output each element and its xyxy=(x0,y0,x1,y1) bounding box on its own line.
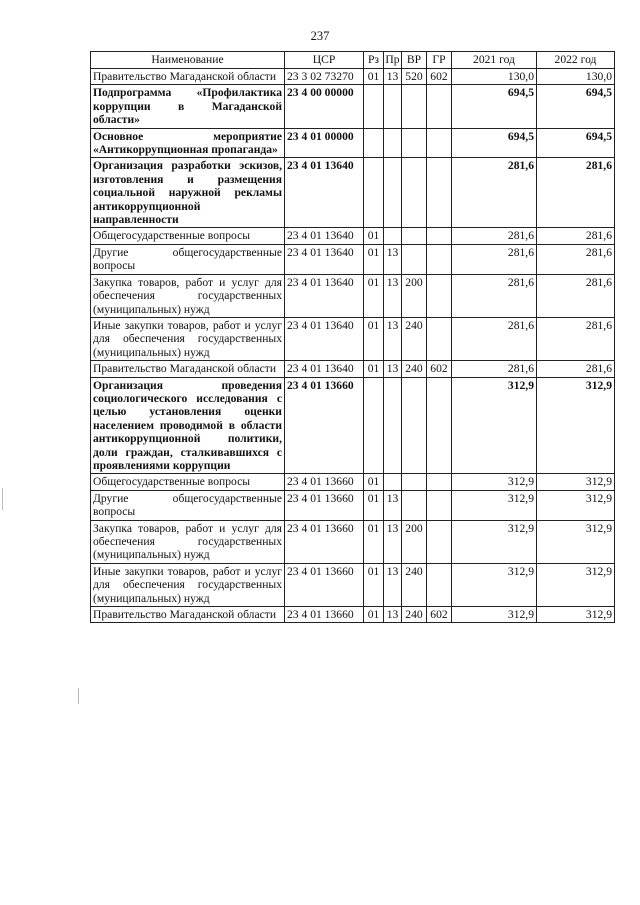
cell-name: Правительство Магаданской области xyxy=(91,607,285,623)
cell-name: Другие общегосударственные вопросы xyxy=(91,244,285,274)
header-pr: Пр xyxy=(384,52,402,69)
cell-name: Основное мероприятие «Антикоррупционная пропаганда» xyxy=(91,128,285,158)
cell-gr xyxy=(427,520,452,563)
cell-pr xyxy=(384,158,402,228)
cell-name: Организация проведения социологического исследования с целью установления оценки населением проводимой в области антикоррупционной политики, доли граждан, сталкивавшихся с проявлениями коррупции xyxy=(91,377,285,474)
cell-2022: 312,9 xyxy=(537,607,615,623)
cell-csr: 23 4 01 13660 xyxy=(285,520,364,563)
cell-gr xyxy=(427,128,452,158)
cell-rz: 01 xyxy=(364,228,384,244)
table-row xyxy=(91,274,615,317)
table-row xyxy=(91,244,615,274)
cell-2021: 281,6 xyxy=(452,158,537,228)
cell-name: Общегосударственные вопросы xyxy=(91,474,285,490)
table-row xyxy=(91,158,615,228)
cell-2022: 281,6 xyxy=(537,228,615,244)
cell-csr: 23 4 00 00000 xyxy=(285,85,364,128)
cell-gr xyxy=(427,85,452,128)
cell-pr: 13 xyxy=(384,563,402,606)
cell-csr: 23 4 01 13660 xyxy=(285,490,364,520)
table-header-row xyxy=(91,52,615,69)
cell-pr xyxy=(384,128,402,158)
cell-2021: 312,9 xyxy=(452,563,537,606)
budget-table xyxy=(90,51,615,623)
cell-rz: 01 xyxy=(364,69,384,85)
cell-pr xyxy=(384,377,402,474)
cell-vr xyxy=(402,228,427,244)
cell-pr: 13 xyxy=(384,490,402,520)
cell-vr xyxy=(402,158,427,228)
cell-2022: 281,6 xyxy=(537,244,615,274)
cell-2022: 312,9 xyxy=(537,474,615,490)
cell-2021: 130,0 xyxy=(452,69,537,85)
table-row xyxy=(91,85,615,128)
cell-2022: 312,9 xyxy=(537,563,615,606)
cell-csr: 23 4 01 13640 xyxy=(285,158,364,228)
cell-gr xyxy=(427,274,452,317)
header-2021: 2021 год xyxy=(452,52,537,69)
header-csr: ЦСР xyxy=(285,52,364,69)
cell-rz: 01 xyxy=(364,563,384,606)
cell-csr: 23 4 01 13660 xyxy=(285,563,364,606)
cell-pr xyxy=(384,228,402,244)
header-name: Наименование xyxy=(91,52,285,69)
cell-csr: 23 4 01 13640 xyxy=(285,361,364,377)
header-2022: 2022 год xyxy=(537,52,615,69)
cell-name: Организация разработки эскизов, изготовления и размещения социальной наружной рекламы антикоррупционной направленности xyxy=(91,158,285,228)
cell-2021: 281,6 xyxy=(452,244,537,274)
cell-rz: 01 xyxy=(364,361,384,377)
table-row xyxy=(91,69,615,85)
table-body xyxy=(91,69,615,623)
cell-pr: 13 xyxy=(384,244,402,274)
cell-2022: 130,0 xyxy=(537,69,615,85)
cell-rz: 01 xyxy=(364,274,384,317)
cell-2021: 281,6 xyxy=(452,361,537,377)
cell-2021: 281,6 xyxy=(452,228,537,244)
table-row xyxy=(91,377,615,474)
table-row xyxy=(91,607,615,623)
cell-2022: 281,6 xyxy=(537,158,615,228)
cell-csr: 23 4 01 13660 xyxy=(285,474,364,490)
cell-2022: 281,6 xyxy=(537,361,615,377)
cell-name: Общегосударственные вопросы xyxy=(91,228,285,244)
cell-rz: 01 xyxy=(364,244,384,274)
table-row xyxy=(91,474,615,490)
cell-2022: 281,6 xyxy=(537,274,615,317)
cell-csr: 23 4 01 13660 xyxy=(285,607,364,623)
cell-name: Правительство Магаданской области xyxy=(91,69,285,85)
cell-vr: 200 xyxy=(402,274,427,317)
table-row xyxy=(91,520,615,563)
cell-vr: 520 xyxy=(402,69,427,85)
cell-gr: 602 xyxy=(427,607,452,623)
cell-rz xyxy=(364,128,384,158)
cell-2021: 281,6 xyxy=(452,274,537,317)
table-row xyxy=(91,563,615,606)
cell-pr: 13 xyxy=(384,274,402,317)
table-row xyxy=(91,128,615,158)
cell-2021: 312,9 xyxy=(452,607,537,623)
cell-2021: 312,9 xyxy=(452,520,537,563)
cell-rz: 01 xyxy=(364,607,384,623)
table-row xyxy=(91,490,615,520)
cell-vr xyxy=(402,490,427,520)
cell-name: Закупка товаров, работ и услуг для обеспечения государственных (муниципальных) нужд xyxy=(91,274,285,317)
cell-vr: 200 xyxy=(402,520,427,563)
cell-rz: 01 xyxy=(364,520,384,563)
cell-rz xyxy=(364,85,384,128)
cell-vr xyxy=(402,244,427,274)
cell-gr xyxy=(427,228,452,244)
cell-name: Правительство Магаданской области xyxy=(91,361,285,377)
cell-gr xyxy=(427,158,452,228)
cell-csr: 23 4 01 00000 xyxy=(285,128,364,158)
cell-gr xyxy=(427,474,452,490)
cell-2021: 312,9 xyxy=(452,490,537,520)
cell-2021: 281,6 xyxy=(452,317,537,360)
cell-csr: 23 4 01 13640 xyxy=(285,244,364,274)
header-vr: ВР xyxy=(402,52,427,69)
cell-2021: 694,5 xyxy=(452,128,537,158)
cell-rz: 01 xyxy=(364,474,384,490)
cell-vr xyxy=(402,474,427,490)
cell-pr: 13 xyxy=(384,607,402,623)
cell-vr: 240 xyxy=(402,607,427,623)
header-rz: Рз xyxy=(364,52,384,69)
table-row xyxy=(91,228,615,244)
cell-rz: 01 xyxy=(364,317,384,360)
cell-gr xyxy=(427,244,452,274)
cell-pr: 13 xyxy=(384,520,402,563)
cell-2022: 281,6 xyxy=(537,317,615,360)
cell-pr: 13 xyxy=(384,361,402,377)
cell-vr xyxy=(402,128,427,158)
cell-csr: 23 4 01 13640 xyxy=(285,274,364,317)
cell-2021: 312,9 xyxy=(452,474,537,490)
cell-2022: 312,9 xyxy=(537,490,615,520)
cell-gr xyxy=(427,563,452,606)
cell-2022: 694,5 xyxy=(537,85,615,128)
header-gr: ГР xyxy=(427,52,452,69)
cell-name: Подпрограмма «Профилактика коррупции в Магаданской области» xyxy=(91,85,285,128)
cell-name: Иные закупки товаров, работ и услуг для обеспечения государственных (муниципальных) нужд xyxy=(91,317,285,360)
scan-artifact xyxy=(78,688,79,704)
cell-2021: 312,9 xyxy=(452,377,537,474)
cell-gr: 602 xyxy=(427,361,452,377)
cell-gr xyxy=(427,317,452,360)
cell-vr xyxy=(402,85,427,128)
cell-vr: 240 xyxy=(402,317,427,360)
cell-name: Закупка товаров, работ и услуг для обеспечения государственных (муниципальных) нужд xyxy=(91,520,285,563)
cell-csr: 23 3 02 73270 xyxy=(285,69,364,85)
cell-pr xyxy=(384,85,402,128)
cell-name: Иные закупки товаров, работ и услуг для обеспечения государственных (муниципальных) нужд xyxy=(91,563,285,606)
cell-rz xyxy=(364,377,384,474)
cell-gr xyxy=(427,377,452,474)
cell-2022: 312,9 xyxy=(537,377,615,474)
cell-2022: 694,5 xyxy=(537,128,615,158)
cell-pr: 13 xyxy=(384,317,402,360)
cell-vr: 240 xyxy=(402,563,427,606)
cell-csr: 23 4 01 13640 xyxy=(285,317,364,360)
cell-2022: 312,9 xyxy=(537,520,615,563)
cell-csr: 23 4 01 13660 xyxy=(285,377,364,474)
cell-pr xyxy=(384,474,402,490)
cell-rz xyxy=(364,158,384,228)
cell-csr: 23 4 01 13640 xyxy=(285,228,364,244)
page-number: 237 xyxy=(310,29,330,43)
cell-vr xyxy=(402,377,427,474)
cell-rz: 01 xyxy=(364,490,384,520)
scan-artifact xyxy=(2,488,3,510)
cell-gr: 602 xyxy=(427,69,452,85)
cell-vr: 240 xyxy=(402,361,427,377)
cell-gr xyxy=(427,490,452,520)
table-row xyxy=(91,361,615,377)
cell-2021: 694,5 xyxy=(452,85,537,128)
cell-pr: 13 xyxy=(384,69,402,85)
table-row xyxy=(91,317,615,360)
cell-name: Другие общегосударственные вопросы xyxy=(91,490,285,520)
